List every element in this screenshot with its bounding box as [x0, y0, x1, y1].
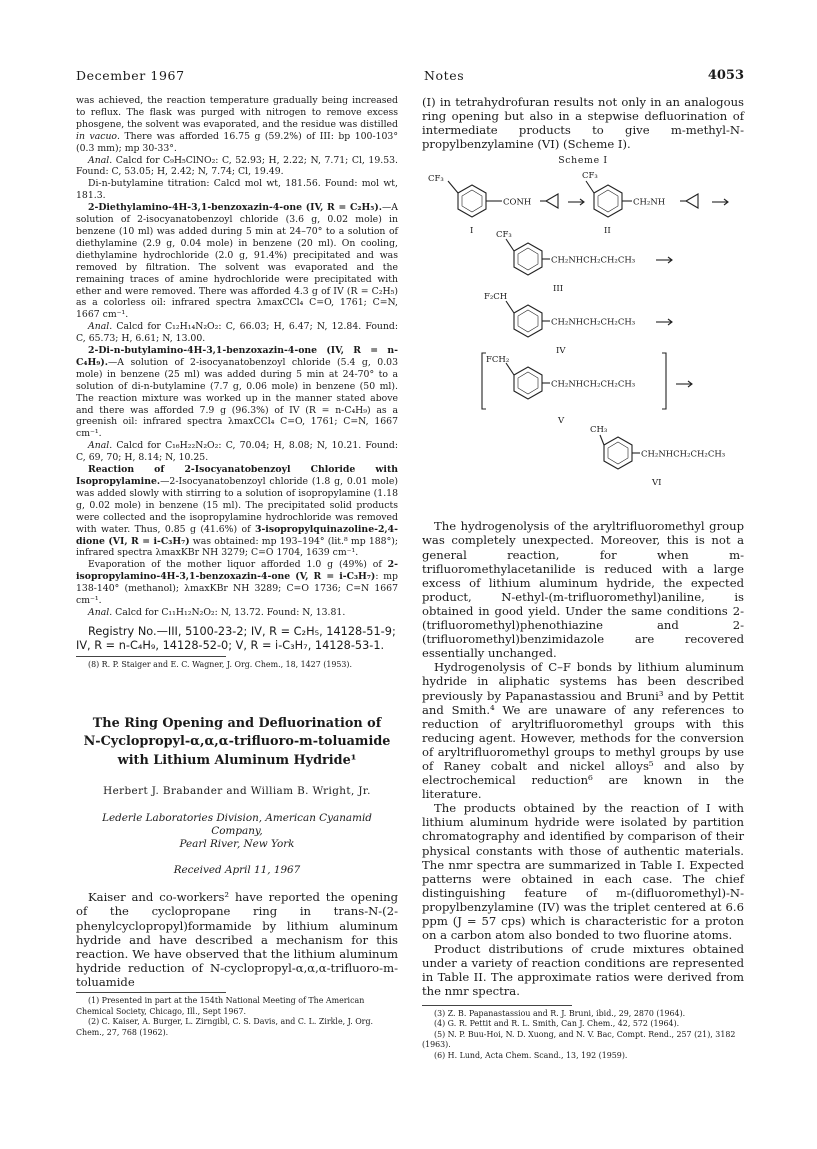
cyclopropyl-ring-I — [540, 194, 558, 208]
article-title-text: The Ring Opening and Defluorination of N-Cyclopropyl-α,α,α-trifluoro-m-toluamide with Lithium Aluminum Hydride¹ — [83, 715, 391, 768]
journal-date: December 1967 — [76, 68, 185, 83]
scheme-drawing — [422, 155, 744, 515]
article-authors: Herbert J. Brabander and William B. Wright, Jr. — [103, 785, 371, 798]
article-affiliation: Lederle Laboratories Division, American Cyanamid Company, Pearl River, New York — [102, 812, 372, 851]
experimental-paragraph: 2-Diethylamino-4H-3,1-benzoxazin-4-one (IV, R = C₂H₅).—A solution of 2-isocyanatobenzoyl chloride (3.6 g, 0.02 mole) in benzene (10 ml) was added during 5 min at 24–70° to a solution of diethylamine (2.9 g, 0.04 mole) in benzene (20 ml). On cooling, diethylamine hydrochloride (2.0 g, 91.4%) precipitated and was removed by filtration. The solvent was evaporated and the remaining traces of amine hydrochloride were precipitated with ether and were removed. There was afforded 4.3 g of IV (R = C₂H₅) as a colorless oil: infrared spectra λmaxCCl₄ C=O, 1761; C=N, 1667 cm⁻¹. — [76, 202, 398, 321]
page-header — [76, 68, 744, 84]
experimental-paragraph: 2-Di-n-butylamino-4H-3,1-benzoxazin-4-one (IV, R = n-C₄H₉).—A solution of 2-isocyanatobenzoyl chloride (5.4 g, 0.03 mole) in benzene (25 ml) was added during 5 min at 24-70° to a solution of di-n-butylamine (7.7 g, 0.06 mole) in benzene (50 ml). The reaction mixture was worked up in the manner stated above and there was afforded 7.9 g (96.3%) of IV (R = n-C₄H₉) as a greenish oil: infrared spectra λmaxCCl₄ C=O, 1761; C=N, 1667 cm⁻¹. — [76, 345, 398, 440]
benzene-ring-I — [448, 181, 502, 217]
experimental-paragraph: Reaction of 2-Isocyanatobenzoyl Chloride with Isopropylamine.—2-Isocyanatobenzoyl chloride (1.8 g, 0.01 mole) was added slowly with stirring to a solution of isopropylamine (1.18 g, 0.02 mole) in benzene (15 ml). The precipitated solid products were collected and the isopropylamine hydrochloride was removed with water. Thus, 0.85 g (41.6%) of 3-isopropylquinazoline-2,4-dione (VI, R = i-C₃H₇) was obtained: mp 193–194° (lit.⁸ mp 188°); infrared spectra λmaxKBr NH 3279; C=O 1704, 1639 cm⁻¹. — [76, 464, 399, 559]
article-intro: Kaiser and co-workers² have reported the opening of the cyclopropane ring in trans-N-(2-phenylcyclopropyl)formamide by lithium aluminum hydride and have described a mechanism for this reaction. We have observed that the lithium aluminum hydride reduction of N-cyclopropyl-α,α,α-trifluoro-m-toluamide — [76, 890, 398, 989]
II-label: II — [604, 226, 611, 237]
III-substituent: CF₃ — [496, 230, 512, 241]
footnote-rule — [76, 656, 226, 657]
article-title — [76, 715, 398, 771]
scheme-title: Scheme I — [558, 155, 608, 167]
reaction-scheme — [422, 155, 744, 515]
right-footnotes — [422, 1005, 744, 1062]
cyclopropyl-ring-II — [680, 194, 698, 208]
arrow-3 — [656, 257, 672, 263]
arrow-4 — [656, 319, 672, 325]
benzene-ring-VI — [600, 435, 640, 469]
left-column — [76, 95, 398, 1038]
VI-label: VI — [652, 478, 662, 489]
footnote-5: (5) N. P. Buu-Hoi, N. D. Xuong, and N. V. Bac, Compt. Rend., 257 (21), 3182 (1963). — [422, 1029, 736, 1050]
section-name: Notes — [424, 68, 465, 83]
arrow-2 — [712, 199, 728, 205]
body-paragraph-4: Product distributions of crude mixtures obtained under a variety of reaction conditions are represented in Table II. The approximate ratios were derived from the nmr spectra. — [422, 942, 744, 999]
benzene-ring-IV — [506, 301, 550, 337]
registry-numbers: Registry No.—III, 5100-23-2; IV, R = C₂H₅, 14128-51-9; IV, R = n-C₄H₉, 14128-52-0; V, R = i-C₃H₇, 14128-53-1. — [76, 624, 396, 653]
footnote-6: (6) H. Lund, Acta Chem. Scand., 13, 192 (1959). — [434, 1050, 628, 1060]
II-substituent: CF₃ — [582, 171, 598, 182]
body-paragraph-3: The products obtained by the reaction of I with lithium aluminum hydride were isolated by partition chromatography and identified by comparison of their physical constants with those of authentic materials. The nmr spectra are summarized in Table I. Expected patterns were obtained in each case. The chief distinguishing feature of m-(difluoromethyl)-N-propylbenzylamine (IV) was the triplet centered at 6.6 ppm (J = 57 cps) which is characteristic for a proton on a carbon atom also bonded to two fluorine atoms. — [422, 801, 744, 943]
footnote-2: (2) C. Kaiser, A. Burger, L. Zirngibl, C. S. Davis, and C. L. Zirkle, J. Org. Chem., 27, 768 (1962). — [76, 1017, 374, 1037]
experimental-paragraph: Anal. Calcd for C₁₆H₂₂N₂O₂: C, 70.04; H, 8.08; N, 10.21. Found: C, 69, 70; H, 8.14; N, 10.25. — [76, 440, 398, 464]
body-paragraph-1: The hydrogenolysis of the aryltrifluoromethyl group was completely unexpected. Moreover, this is not a general reaction, for when m-trifluoromethylacetanilide is reduced with a large excess of lithium aluminum hydride, the expected product, N-ethyl-(m-trifluoromethyl)aniline, is obtained in good yield. Under the same conditions 2-(trifluoromethyl)phenothiazine and 2-(trifluoromethyl)benzimidazole are recovered essentially unchanged. — [422, 519, 744, 661]
intro-continuation: (I) in tetrahydrofuran results not only in an analogous ring opening but also in a stepwise defluorination of intermediate products to give m-methyl-N-propylbenzylamine (VI) (Scheme I). — [422, 95, 744, 152]
body-paragraph-2: Hydrogenolysis of C–F bonds by lithium aluminum hydride in aliphatic systems has been described previously by Papanastassiou and Bruni³ and by Pettit and Smith.⁴ We are unaware of any references to reduction of aryltrifluoromethyl groups with this reducing agent. However, methods for the conversion of aryltrifluoromethyl groups to methyl groups by use of Raney cobalt and nickel alloys⁵ and also by electrochemical reduction⁶ are known in the literature. — [422, 660, 744, 802]
I-substituent: CF₃ — [428, 174, 444, 185]
VI-substituent: CH₃ — [590, 425, 608, 436]
footnote-8: (8) R. P. Staiger and E. C. Wagner, J. Org. Chem., 18, 1427 (1953). — [88, 660, 352, 670]
right-column — [422, 95, 744, 1062]
I-label: I — [470, 226, 474, 237]
benzene-ring-V — [506, 363, 550, 399]
I-amide: CONH — [503, 197, 532, 208]
V-chain: CH₂NHCH₂CH₂CH₃ — [551, 379, 636, 390]
V-substituent: FCH₂ — [486, 355, 510, 366]
V-label: V — [558, 416, 565, 427]
footnote-3: (3) Z. B. Papanastassiou and R. J. Bruni, ibid., 29, 2870 (1964). — [434, 1008, 686, 1018]
footnote-4: (4) G. R. Pettit and R. L. Smith, Can J. Chem., 42, 572 (1964). — [434, 1019, 680, 1029]
III-chain: CH₂NHCH₂CH₂CH₃ — [551, 255, 636, 266]
experimental-paragraph: Evaporation of the mother liquor afforded 1.0 g (49%) of 2-isopropylamino-4H-3,1-benzoxazin-4-one (V, R = i-C₃H₇): mp 138-140° (methanol); λmaxKBr NH 3289; C=O 1736; C=N 1667 cm⁻¹. — [76, 559, 398, 607]
footnote-rule-3 — [422, 1005, 572, 1006]
arrow-5 — [676, 381, 692, 387]
footnote-rule-2 — [76, 992, 226, 993]
footnote-1: (1) Presented in part at the 154th National Meeting of The American Chemical Society, Chicago, Ill., Sept 1967. — [76, 996, 365, 1016]
arrow-1 — [568, 199, 584, 205]
VI-chain: CH₂NHCH₂CH₂CH₃ — [641, 449, 726, 460]
IV-substituent: F₂CH — [484, 292, 508, 303]
experimental-section — [76, 95, 398, 619]
page-number: 4053 — [707, 68, 744, 83]
IV-label: IV — [556, 346, 566, 357]
experimental-paragraph: Anal. Calcd for C₁₁H₁₂N₂O₂: N, 13.72. Found: N, 13.81. — [88, 606, 346, 618]
experimental-paragraph: was achieved, the reaction temperature gradually being increased to reflux. The flask was purged with nitrogen to remove excess phosgene, the solvent was evaporated, and the residue was distilled in vacuo. There was afforded 16.75 g (59.2%) of III: bp 100-103° (0.3 mm); mp 30-33°. — [76, 95, 399, 154]
III-label: III — [553, 284, 564, 295]
benzene-ring-III — [506, 239, 550, 275]
received-date: Received April 11, 1967 — [173, 864, 301, 877]
experimental-paragraph: Anal. Calcd for C₁₂H₁₄N₂O₂: C, 66.03; H, 6.47; N, 12.84. Found: C, 65.73; H, 6.61; N, 13.00. — [76, 321, 398, 345]
experimental-paragraph: Di-n-butylamine titration: Calcd mol wt, 181.56. Found: mol wt, 181.3. — [76, 178, 398, 202]
IV-chain: CH₂NHCH₂CH₂CH₃ — [551, 317, 636, 328]
experimental-paragraph: Anal. Calcd for C₉H₅ClNO₂: C, 52.93; H, 2.22; N, 7.71; Cl, 19.53. Found: C, 53.05; H, 2.42; N, 7.74; Cl, 19.49. — [76, 154, 398, 178]
benzene-ring-II — [586, 181, 632, 217]
II-amine: CH₂NH — [633, 197, 666, 208]
